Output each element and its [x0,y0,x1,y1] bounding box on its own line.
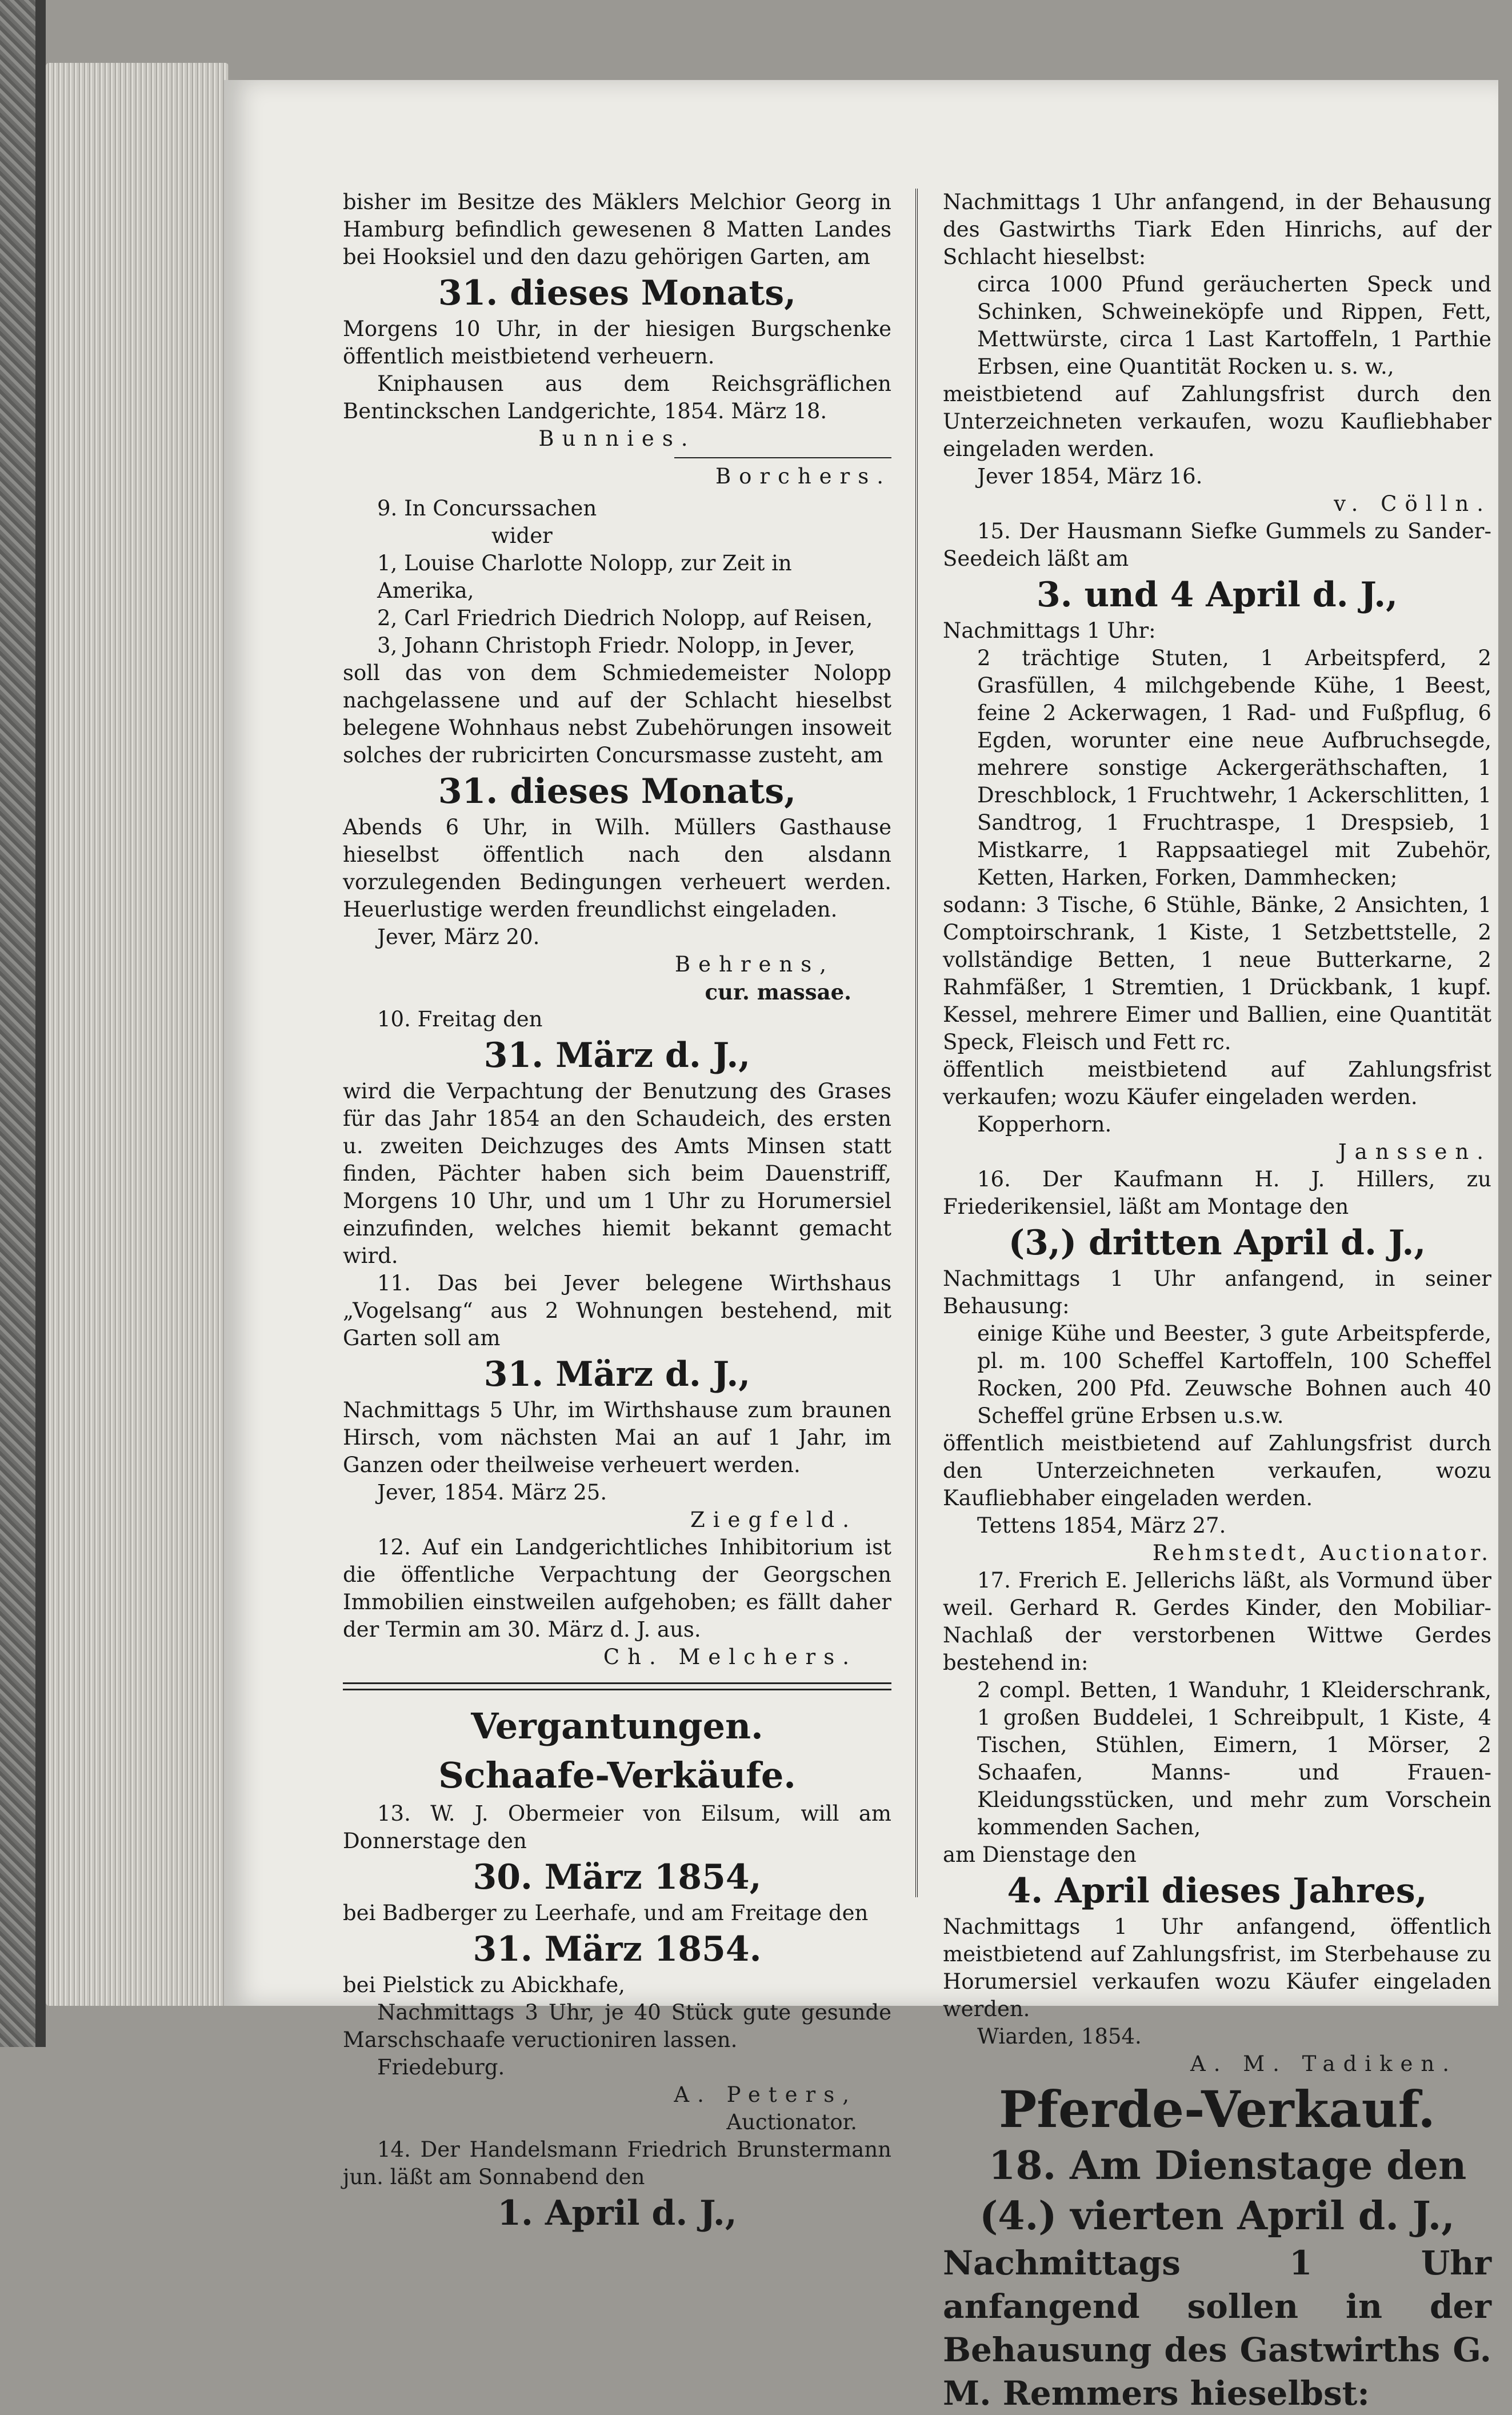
book-spine-marbled [0,0,35,2047]
place-date: Kniphausen aus dem Reichsgräflichen Bentinckschen Landgerichte, 1854. März 18. [343,371,891,423]
notice-text: Morgens 10 Uhr, in der hiesigen Burgschenke öffentlich meistbietend verheuern. [343,317,891,369]
notice-9-party: 3, Johann Christoph Friedr. Nolopp, in Jever, [377,633,855,658]
notice-16-signature: Rehmstedt, Auctionator. [1152,1541,1491,1565]
notice-17-signature: A. M. Tadiken. [1190,2052,1457,2076]
notice-13-text3: bei Pielstick zu Abickhafe, [343,1973,625,1997]
section-subheading: Schaafe-Verkäufe. [438,1754,796,1796]
section-rule [343,1682,891,1690]
intro-text: bisher im Besitze des Mäklers Melchior Georg in Hamburg befindlich gewesenen 8 Matten Landes bei Hooksiel und den dazu gehörigen Garten, am [343,190,891,269]
notice-13-text2: bei Badberger zu Leerhafe, und am Freitage den [343,1901,869,1925]
notice-13-text4: Nachmittags 3 Uhr, je 40 Stück gute gesunde Marschschaafe veructioniren lassen. [343,2000,891,2052]
notice-17-place: Wiarden, 1854. [977,2024,1142,2049]
notice-9-party: 2, Carl Friedrich Diedrich Nolopp, auf Reisen, [377,606,873,630]
notice-18-date: (4.) vierten April d. J., [979,2193,1455,2239]
notice-10-date: 31. März d. J., [483,1035,751,1075]
notice-14-date: 1. April d. J., [497,2193,737,2233]
notice-9-signature: Behrens, [674,952,834,977]
signature: Borchers. [715,464,891,489]
notice-9-heading: 9. In Concurssachen [377,496,597,521]
notice-16-text: 16. Der Kaufmann H. J. Hillers, zu Friederikensiel, läßt am Montage den [943,1167,1491,1219]
item-list: circa 1000 Pfund geräucherten Speck und Schinken, Schweineköpfe und Rippen, Fett, Mettwürste, circa 1 Last Kartoffeln, 1 Parthie Erbsen, eine Quantität Rocken u. s. w., [977,272,1491,379]
notice-15-text: 15. Der Hausmann Siefke Gummels zu Sander-Seedeich läßt am [943,519,1491,571]
notice-13-date2: 31. März 1854. [473,1929,762,1969]
notice-11-date: 31. März d. J., [483,1354,751,1394]
notice-9-date: 31. dieses Monats, [438,771,797,811]
notice-17-text: 17. Frerich E. Jellerichs läßt, als Vormund über weil. Gerhard R. Gerdes Kinder, den Mobiliar-Nachlaß der verstorbenen Wittwe Gerdes bestehend in: [943,1568,1491,1675]
notice-15-date: 3. und 4 April d. J., [1036,575,1398,615]
column-divider [915,189,918,1897]
notice-16-items: einige Kühe und Beester, 3 gute Arbeitspferde, pl. m. 100 Scheffel Kartoffeln, 100 Scheffel Rocken, 200 Pfd. Zeuwsche Bohnen auch 40 Scheffel grüne Erbsen u.s.w. [977,1321,1491,1428]
notice-11-place: Jever, 1854. März 25. [377,1480,607,1505]
notice-14-text: 14. Der Handelsmann Friedrich Brunstermann jun. läßt am Sonnabend den [343,2137,891,2189]
notice-17-date: 4. April dieses Jahres, [1007,1871,1427,1911]
section-heading: Pferde-Verkauf. [999,2080,1435,2139]
notice-18-heading: 18. Am Dienstage den [989,2143,1467,2189]
notice-16-text2: öffentlich meistbietend auf Zahlungsfrist durch den Unterzeichneten verkaufen, wozu Kaufliebhaber eingeladen werden. [943,1431,1491,1510]
notice-9-wider: wider [491,523,553,548]
notice-11-text2: Nachmittags 5 Uhr, im Wirthshause zum braunen Hirsch, vom nächsten Mai an auf 1 Jahr, im Ganzen oder theilweise verheuert werden. [343,1398,891,1477]
intro-text: Nachmittags 1 Uhr anfangend, in der Behausung des Gastwirths Tiark Eden Hinrichs, auf der Schlacht hieselbst: [943,190,1491,269]
notice-16-date: (3,) dritten April d. J., [1008,1223,1426,1263]
signature: Bunnies. [538,426,696,451]
notice-9-text: soll das von dem Schmiedemeister Nolopp nachgelassene und auf der Schlacht hieselbst belegene Wohnhaus nebst Zubehörungen insoweit solches der rubricirten Concursmasse zusteht, am [343,661,891,767]
notice-16-time: Nachmittags 1 Uhr anfangend, in seiner Behausung: [943,1266,1491,1318]
notice-13-text: 13. W. J. Obermeier von Eilsum, will am Donnerstage den [343,1801,891,1853]
short-rule [674,457,891,458]
notice-11-signature: Ziegfeld. [690,1508,857,1532]
notice-text: meistbietend auf Zahlungsfrist durch den Unterzeichneten verkaufen, wozu Kaufliebhaber eingeladen werden. [943,382,1491,461]
date-heading: 31. dieses Monats, [438,273,797,313]
notice-13-date1: 30. März 1854, [473,1857,762,1897]
right-column [943,189,1491,2415]
page-stack [46,63,229,2006]
notice-10-heading: 10. Freitag den [377,1007,543,1031]
notice-17-text2: am Dienstage den [943,1842,1137,1867]
notice-9-signature-title: cur. massae. [705,979,851,1005]
notice-13-signature: A. Peters, [674,2082,857,2107]
signature: v. Cölln. [1334,491,1491,516]
notice-15-signature: Janssen. [1338,1139,1491,1164]
notice-17-items: 2 compl. Betten, 1 Wanduhr, 1 Kleiderschrank, 1 großen Buddelei, 1 Schreibpult, 1 Kiste, 4 Tischen, Stühlen, Eimern, 1 Mörser, 2 Schaafen, Manns- und Frauen-Kleidungsstücken, und mehr zum Vorschein kommenden Sachen, [977,1678,1491,1840]
notice-12-signature: Ch. Melchers. [603,1645,857,1669]
notice-16-place: Tettens 1854, März 27. [977,1513,1226,1538]
notice-13-place: Friedeburg. [377,2055,505,2080]
notice-15-text2: öffentlich meistbietend auf Zahlungsfrist verkaufen; wozu Käufer eingeladen werden. [943,1057,1491,1109]
notice-9-party: 1, Louise Charlotte Nolopp, zur Zeit in Amerika, [377,551,792,603]
notice-15-items: 2 trächtige Stuten, 1 Arbeitspferd, 2 Grasfüllen, 4 milchgebende Kühe, 1 Beest, feine 2 Ackerwagen, 1 Rad- und Fußpflug, 6 Egden, worunter eine neue Aufbruchsegde, mehrere sonstige Ackergeräthschaften, 1 Dreschblock, 1 Fruchtwehr, 1 Ackerschlitten, 1 Sandtrog, 1 Fruchtraspe, 1 Drespsieb, 1 Mistkarre, 1 Rappsaatiegel mit Zubehör, Ketten, Harken, Forken, Dammhecken; [977,646,1491,890]
notice-9-place: Jever, März 20. [377,925,540,949]
place-date: Jever 1854, März 16. [977,464,1203,489]
notice-10-text: wird die Verpachtung der Benutzung des Grases für das Jahr 1854 an den Schaudeich, des ersten u. zweiten Deichzuges des Amts Minsen statt finden, Pächter haben sich beim Dauenstriff, Morgens 10 Uhr, und um 1 Uhr zu Horumersiel einzufinden, welches hiemit bekannt gemacht wird. [343,1079,891,1268]
notice-13-signature-title: Auctionator. [726,2110,857,2134]
notice-15-place: Kopperhorn. [977,1112,1112,1137]
notice-18-text: Nachmittags 1 Uhr anfangend sollen in der Behausung des Gastwirths G. M. Remmers hieselbst: [943,2244,1491,2413]
left-column [343,189,891,2236]
notice-12-text: 12. Auf ein Landgerichtliches Inhibitorium ist die öffentliche Verpachtung der Georgschen Immobilien einstweilen aufgehoben; es fällt daher der Termin am 30. März d. J. aus. [343,1535,891,1642]
notice-11-text: 11. Das bei Jever belegene Wirthshaus „Vogelsang“ aus 2 Wohnungen bestehend, mit Garten soll am [343,1271,891,1350]
notice-15-time: Nachmittags 1 Uhr: [943,618,1156,643]
notice-15-items-2: sodann: 3 Tische, 6 Stühle, Bänke, 2 Ansichten, 1 Comptoirschrank, 1 Kiste, 1 Setzbettstelle, 2 vollständige Betten, 1 neue Butterkarne, 2 Rahmfäßer, 1 Stremtien, 1 Drückbank, 1 kupf. Kessel, mehrere Eimer und Ballien, eine Quantität Speck, Fleisch und Fett rc. [943,893,1491,1054]
book-spine-edge [35,0,46,2047]
section-heading: Vergantungen. [471,1705,763,1747]
notice-9-text2: Abends 6 Uhr, in Wilh. Müllers Gasthause hieselbst öffentlich nach den alsdann vorzulegenden Bedingungen verheuert werden. Heuerlustige werden freundlichst eingeladen. [343,815,891,922]
notice-17-text3: Nachmittags 1 Uhr anfangend, öffentlich meistbietend auf Zahlungsfrist, im Sterbehause zu Horumersiel verkaufen wozu Käufer eingeladen werden. [943,1914,1491,2021]
